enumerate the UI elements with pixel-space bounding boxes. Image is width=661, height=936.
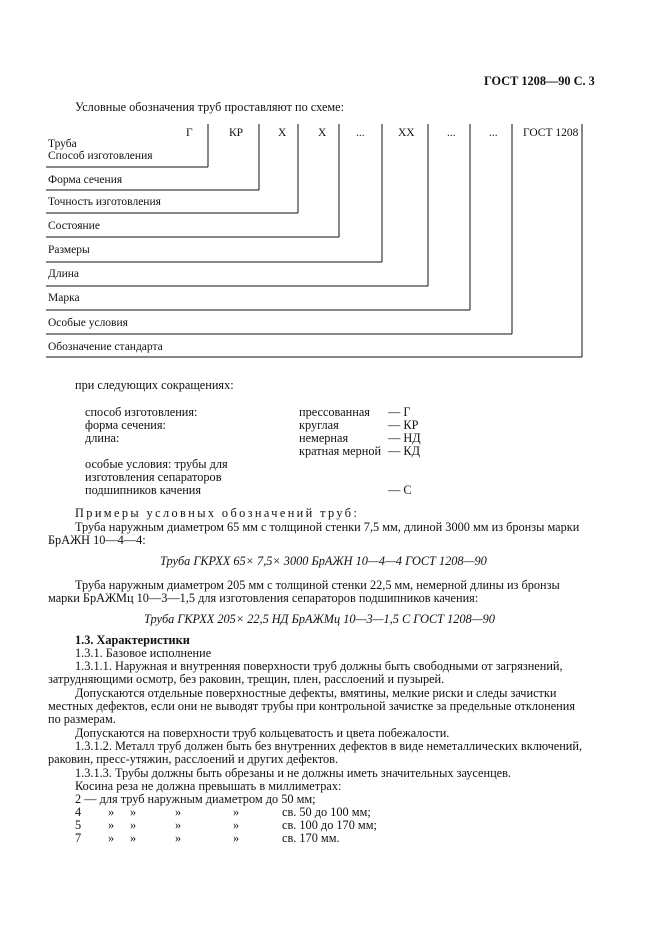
row-state: Состояние — [48, 220, 100, 232]
cut-row-ditto: » — [108, 818, 115, 832]
code-x2: Х — [318, 127, 327, 139]
row-standard: Обозначение стандарта — [48, 341, 163, 353]
para-1-3-1-2-line1: 1.3.1.2. Металл труб должен быть без внутренних дефектов в виде неметаллических включений, — [75, 739, 583, 753]
cut-row-ditto: » — [175, 818, 182, 832]
code-dots2: ... — [447, 127, 456, 139]
para-defects-line3: по размерам. — [48, 712, 116, 726]
example2-designation: Труба ГКРХХ 205× 22,5 НД БрАЖМц 10—3—1,5 С ГОСТ 1208—90 — [144, 612, 495, 626]
abbr-mid-3: кратная мерной — [299, 444, 382, 458]
example1-line1: Труба наружным диаметром 65 мм с толщиной стенки 7,5 мм, длиной 3000 мм из бронзы марки — [75, 520, 580, 534]
para-1-3-1-1-line1: 1.3.1.1. Наружная и внутренняя поверхности труб должны быть свободными от загрязнений, — [75, 659, 563, 673]
cut-row-ditto: » — [175, 805, 182, 819]
code-g: Г — [186, 127, 193, 139]
abbr-code-2: — НД — [388, 431, 421, 445]
scheme-lines — [0, 0, 661, 380]
cut-row-value: 4 — [75, 805, 82, 819]
cut-first: 2 — для труб наружным диаметром до 50 мм; — [75, 792, 316, 806]
para-defects-line2: местных дефектов, если они не выводят трубы при контрольной зачистке за предельные отклонения — [48, 699, 576, 713]
scheme-intro: Условные обозначения труб проставляют по схеме: — [75, 100, 345, 114]
cut-row-ditto: » — [108, 831, 115, 845]
code-x1: Х — [278, 127, 287, 139]
row-accuracy: Точность изготовления — [48, 196, 161, 208]
cut-row-range: св. 170 мм. — [282, 831, 340, 845]
cut-row-range: св. 50 до 100 мм; — [282, 805, 371, 819]
cut-row-ditto: » — [108, 805, 115, 819]
abbr-mid-0: прессованная — [299, 405, 370, 419]
examples-heading: Примеры условных обозначений труб: — [75, 506, 360, 520]
abbr-code-4: — С — [388, 483, 412, 497]
row-special: Особые условия — [48, 317, 128, 329]
abbr-left-5: подшипников качения — [85, 483, 202, 497]
abbr-left-0: способ изготовления: — [85, 405, 198, 419]
row-pipe: Труба — [48, 138, 77, 150]
code-dots1: ... — [356, 127, 365, 139]
para-ring: Допускаются на поверхности труб кольцеватость и цвета побежалости. — [75, 726, 450, 740]
abbr-mid-1: круглая — [299, 418, 339, 432]
cut-row-ditto: » — [233, 818, 240, 832]
cut-row-ditto: » — [175, 831, 182, 845]
para-1-3-1-3: 1.3.1.3. Трубы должны быть обрезаны и не должны иметь значительных заусенцев. — [75, 766, 511, 780]
example2-line2: марки БрАЖМц 10—3—1,5 для изготовления сепараторов подшипников качения: — [48, 591, 479, 605]
code-kr: КР — [229, 127, 244, 139]
cut-row-ditto: » — [130, 831, 137, 845]
cut-row-value: 7 — [75, 831, 82, 845]
row-length: Длина — [48, 268, 79, 280]
cut-row-value: 5 — [75, 818, 82, 832]
section-title: 1.3. Характеристики — [75, 633, 190, 647]
para-1-3-1: 1.3.1. Базовое исполнение — [75, 646, 212, 660]
abbr-left-1: форма сечения: — [85, 418, 166, 432]
para-defects-line1: Допускаются отдельные поверхностные дефекты, вмятины, мелкие риски и следы зачистки — [75, 686, 557, 700]
abbr-code-1: — КР — [388, 418, 419, 432]
code-gost: ГОСТ 1208 — [523, 127, 579, 139]
abbr-mid-2: немерная — [299, 431, 349, 445]
cut-row-ditto: » — [130, 818, 137, 832]
row-grade: Марка — [48, 292, 80, 304]
example2-line1: Труба наружным диаметром 205 мм с толщиной стенки 22,5 мм, немерной длины из бронзы — [75, 578, 560, 592]
abbr-left-3: особые условия: трубы для — [85, 457, 228, 471]
abbr-left-4: изготовления сепараторов — [85, 470, 222, 484]
cut-row-ditto: » — [233, 831, 240, 845]
abbr-left-2: длина: — [85, 431, 120, 445]
para-1-3-1-2-line2: раковин, пресс-утяжин, расслоений и других дефектов. — [48, 752, 339, 766]
para-1-3-1-1-line2: затрудняющими осмотр, без раковин, трещин, плен, расслоений и пузырей. — [48, 672, 445, 686]
abbr-code-3: — КД — [388, 444, 420, 458]
cut-row-ditto: » — [233, 805, 240, 819]
code-xx: ХХ — [398, 127, 415, 139]
code-dots3: ... — [489, 127, 498, 139]
abbr-intro: при следующих сокращениях: — [75, 378, 234, 392]
cut-row-ditto: » — [130, 805, 137, 819]
row-method: Способ изготовления — [48, 150, 153, 162]
row-sizes: Размеры — [48, 244, 90, 256]
cut-row-range: св. 100 до 170 мм; — [282, 818, 377, 832]
page-header: ГОСТ 1208—90 С. 3 — [484, 74, 595, 88]
row-section: Форма сечения — [48, 174, 123, 186]
example1-designation: Труба ГКРХХ 65× 7,5× 3000 БрАЖН 10—4—4 ГОСТ 1208—90 — [160, 554, 487, 568]
example1-line2: БрАЖН 10—4—4: — [48, 533, 146, 547]
para-cut: Косина реза не должна превышать в миллиметрах: — [75, 779, 342, 793]
abbr-code-0: — Г — [388, 405, 411, 419]
